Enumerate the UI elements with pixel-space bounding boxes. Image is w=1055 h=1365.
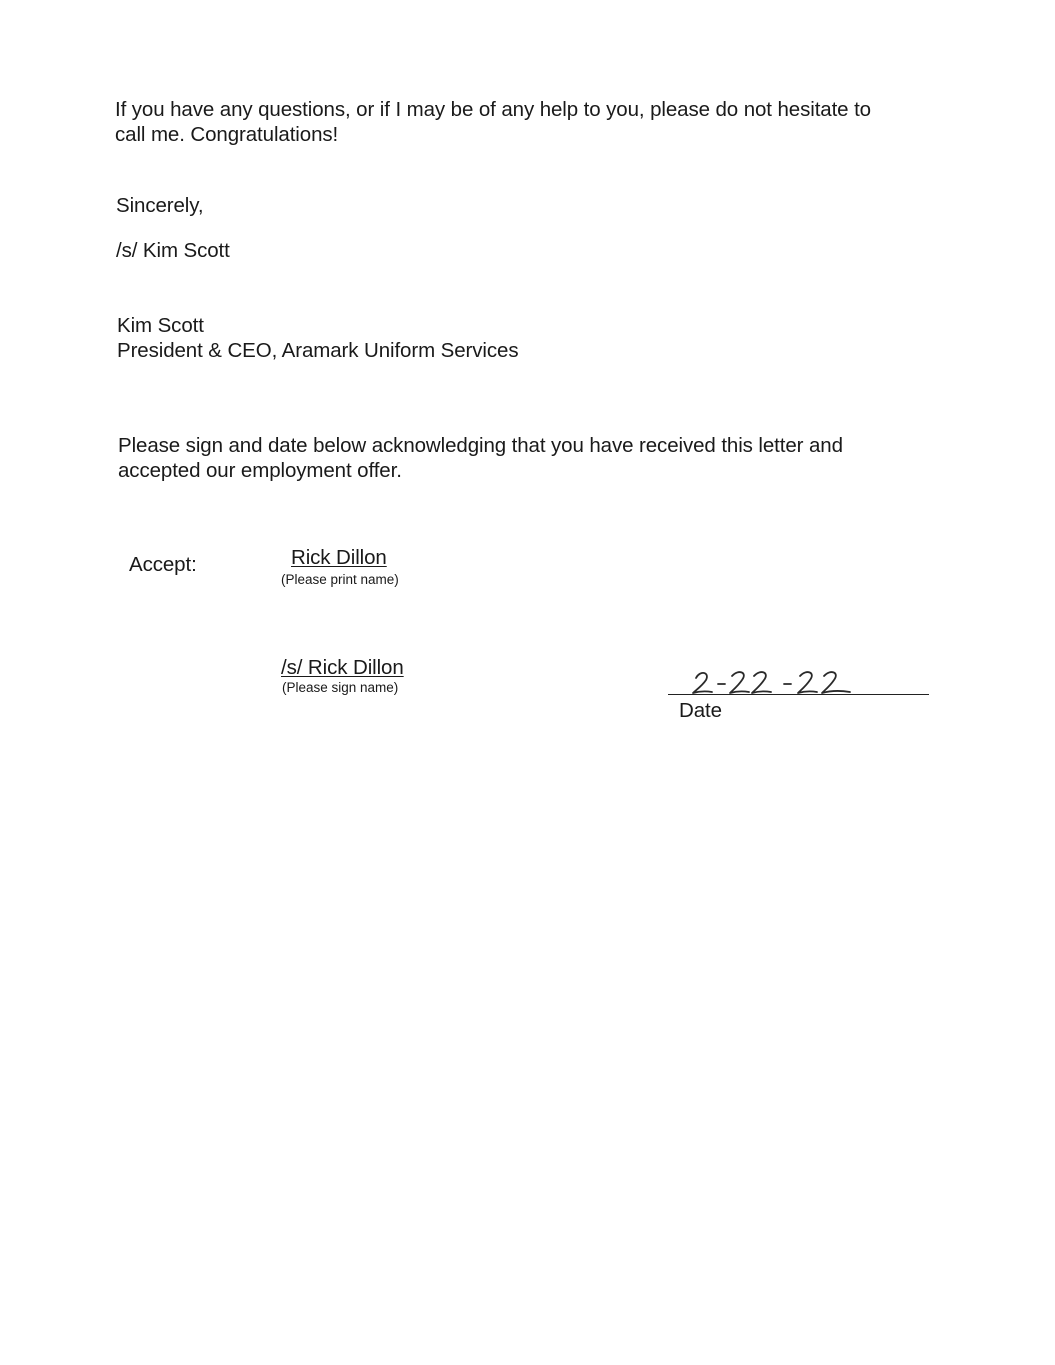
acceptance-signature: /s/ Rick Dillon (281, 656, 404, 679)
signer-block (117, 313, 518, 363)
handwritten-date-signature (690, 664, 860, 698)
signer-name: Kim Scott (117, 314, 204, 337)
accept-label: Accept: (129, 553, 197, 576)
printed-name-caption: (Please print name) (281, 572, 399, 587)
salutation: Sincerely, (116, 194, 204, 217)
acknowledgement-line-2: accepted our employment offer. (118, 459, 402, 482)
closing-paragraph-line-1: If you have any questions, or if I may be of any help to you, please do not hesitate to (115, 98, 871, 121)
date-underline (668, 694, 929, 695)
acknowledgement-paragraph (118, 433, 843, 483)
signature-line: /s/ Kim Scott (116, 239, 230, 262)
acknowledgement-line-1: Please sign and date below acknowledging that you have received this letter and (118, 434, 843, 457)
signer-title: President & CEO, Aramark Uniform Services (117, 339, 519, 362)
printed-name: Rick Dillon (291, 546, 387, 569)
closing-paragraph-line-2: call me. Congratulations! (115, 123, 339, 146)
signature-caption: (Please sign name) (282, 680, 399, 695)
closing-paragraph (115, 97, 871, 147)
date-label: Date (679, 699, 722, 722)
